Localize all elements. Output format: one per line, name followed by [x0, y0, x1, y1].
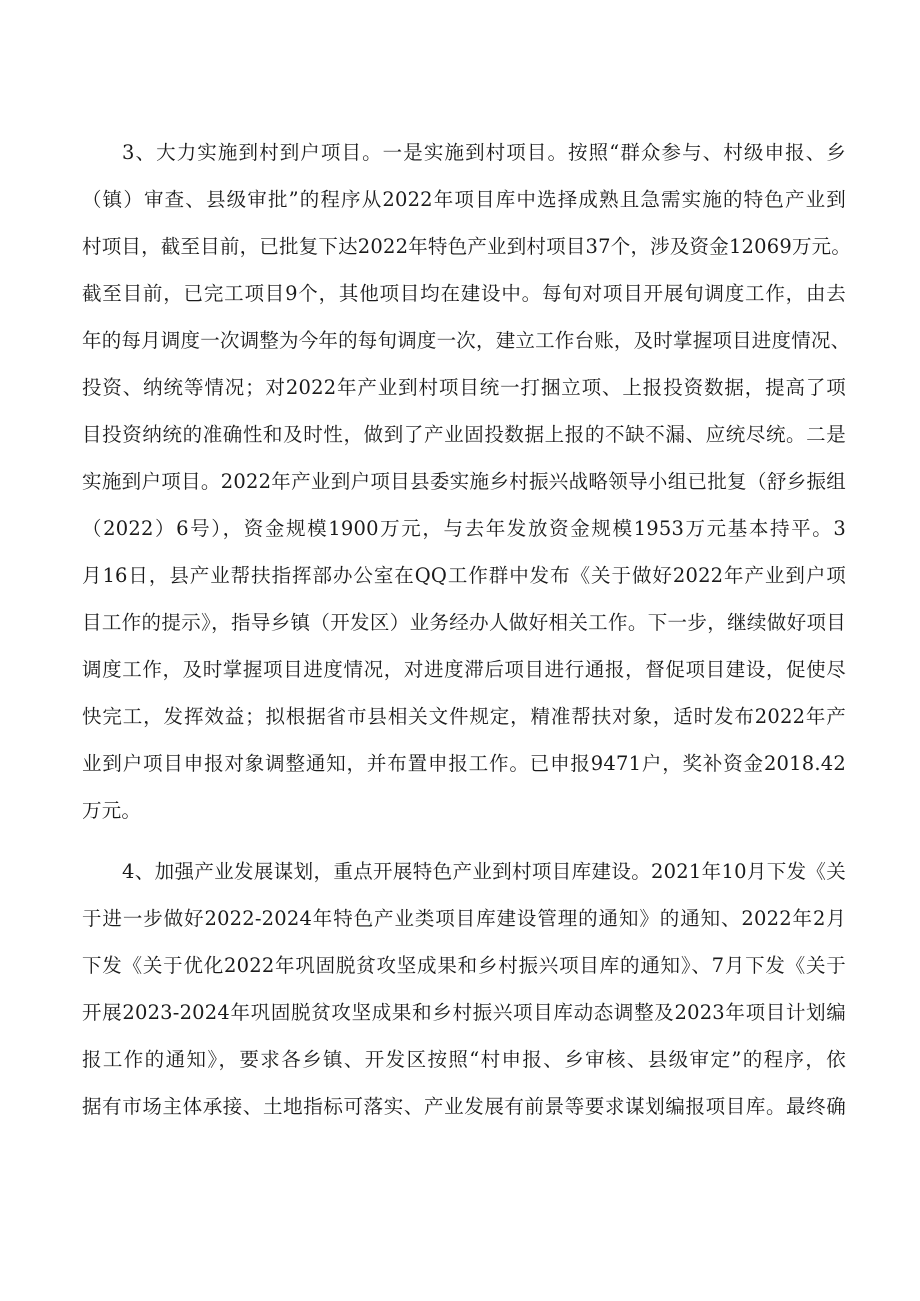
text-line: 村项目，截至目前，已批复下达2022年特色产业到村项目37个，涉及资金12069万元。	[82, 235, 852, 258]
text-line: 万元。	[82, 799, 142, 822]
text-line: 月16日，县产业帮扶指挥部办公室在QQ工作群中发布《关于做好2022年产业到户项	[82, 564, 846, 587]
text-line: 目投资纳统的准确性和及时性，做到了产业固投数据上报的不缺不漏、应统尽统。二是	[82, 423, 846, 446]
text-line: 快完工，发挥效益；拟根据省市县相关文件规定，精准帮扶对象，适时发布2022年产	[82, 705, 846, 728]
text-line: 4、加强产业发展谋划，重点开展特色产业到村项目库建设。2021年10月下发《关	[122, 860, 846, 883]
text-line: 开展2023-2024年巩固脱贫攻坚成果和乡村振兴项目库动态调整及2023年项目计划编	[82, 1001, 846, 1024]
text-line: 据有市场主体承接、土地指标可落实、产业发展有前景等要求谋划编报项目库。最终确	[82, 1095, 846, 1118]
text-line: 下发《关于优化2022年巩固脱贫攻坚成果和乡村振兴项目库的通知》、7月下发《关于	[82, 954, 846, 977]
text-line: 实施到户项目。2022年产业到户项目县委实施乡村振兴战略领导小组已批复（舒乡振组	[82, 470, 846, 493]
text-line: 年的每月调度一次调整为今年的每旬调度一次，建立工作台账，及时掌握项目进度情况、	[82, 329, 851, 352]
text-line: 业到户项目申报对象调整通知，并布置申报工作。已申报9471户，奖补资金2018.42	[82, 752, 846, 775]
text-line: 于进一步做好2022-2024年特色产业类项目库建设管理的通知》的通知、2022年2月	[82, 907, 846, 930]
text-line: （镇）审查、县级审批”的程序从2022年项目库中选择成熟且急需实施的特色产业到	[82, 188, 846, 211]
text-line: 调度工作，及时掌握项目进度情况，对进度滞后项目进行通报，督促项目建设，促使尽	[82, 658, 846, 681]
text-line: 报工作的通知》，要求各乡镇、开发区按照“村申报、乡审核、县级审定”的程序，依	[82, 1048, 846, 1071]
text-line: 投资、纳统等情况；对2022年产业到村项目统一打捆立项、上报投资数据，提高了项	[82, 376, 846, 399]
text-line: 截至目前，已完工项目9个，其他项目均在建设中。每旬对项目开展旬调度工作，由去	[82, 282, 846, 305]
text-line: 3、大力实施到村到户项目。一是实施到村项目。按照“群众参与、村级申报、乡	[122, 141, 846, 164]
text-line: （2022）6号），资金规模1900万元，与去年发放资金规模1953万元基本持平。3	[82, 517, 846, 540]
text-line: 目工作的提示》，指导乡镇（开发区）业务经办人做好相关工作。下一步，继续做好项目	[82, 611, 846, 634]
